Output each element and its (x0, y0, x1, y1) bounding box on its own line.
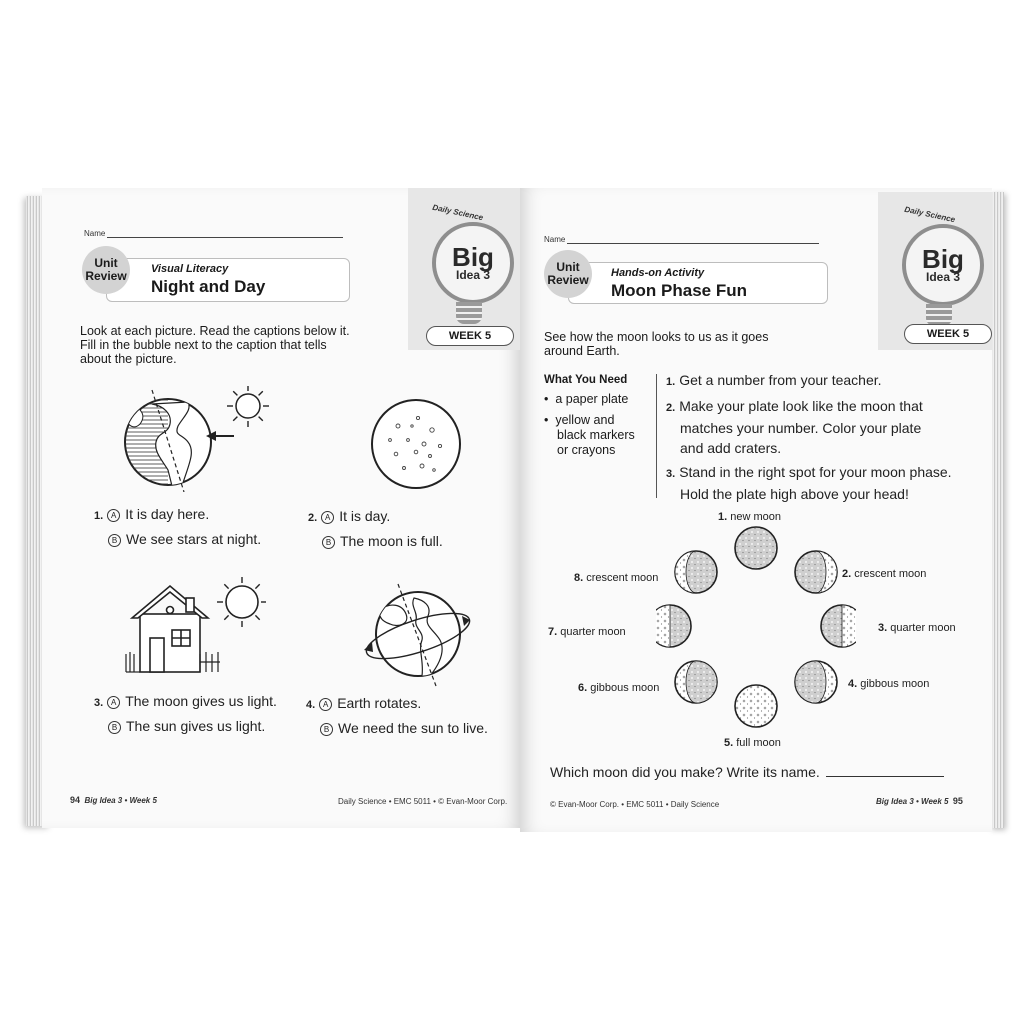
steps: 1. Get a number from your teacher. 2. Make your plate look like the moon that matches your number. Color your plate and add craters. 3. Stand in the right spot for your moon phase. Hold the plate high above your head! (666, 370, 986, 504)
name-line: Name (84, 228, 343, 238)
footer-section: Big Idea 3 • Week 5 (84, 796, 157, 805)
name-line: Name (544, 234, 819, 244)
question-2-option-a[interactable]: 2. A It is day. (308, 508, 391, 524)
page-title: Night and Day (151, 277, 266, 296)
answer-bubble[interactable]: B (320, 723, 333, 736)
phase-label-5: 5. full moon (724, 737, 781, 749)
name-write-line[interactable] (567, 234, 819, 244)
full-moon-illustration (368, 396, 464, 492)
step-2: 2. Make your plate look like the moon that (666, 398, 923, 414)
footer-credit: Daily Science • EMC 5011 • © Evan-Moor Corp. (338, 797, 508, 806)
house-sun-illustration (124, 568, 266, 678)
open-workbook (26, 188, 1004, 836)
question-3-option-b[interactable]: B The sun gives us light. (108, 718, 265, 734)
earth-sun-illustration (92, 386, 272, 492)
phase-label-7: 7. quarter moon (548, 626, 626, 638)
answer-write-line[interactable] (826, 776, 944, 777)
phase-label-3: 3. quarter moon (878, 622, 956, 634)
answer-bubble[interactable]: B (322, 536, 335, 549)
answer-bubble[interactable]: A (107, 696, 120, 709)
page-number: 94 (70, 795, 81, 805)
bulb-base-icon (926, 304, 952, 326)
answer-bubble[interactable]: B (108, 534, 121, 547)
lightbulb-icon: Big Idea 3 (432, 222, 514, 304)
big-idea-badge: Daily Science Big Idea 3 (896, 202, 988, 352)
question-1-option-a[interactable]: 1. A It is day here. (94, 506, 210, 522)
activity-type: Hands-on Activity (611, 267, 705, 279)
page-edges-right (990, 192, 1004, 828)
footer-credit: © Evan-Moor Corp. • EMC 5011 • Daily Science (550, 800, 720, 809)
answer-bubble[interactable]: B (108, 721, 121, 734)
step-1: 1. Get a number from your teacher. (666, 372, 882, 388)
moon-phase-diagram (656, 524, 856, 736)
question-1-option-b[interactable]: B We see stars at night. (108, 531, 261, 547)
name-write-line[interactable] (107, 228, 343, 238)
what-you-need: What You Need • a paper plate • yellow and black markers or crayons (544, 374, 656, 458)
step-3: 3. Stand in the right spot for your moon phase. (666, 464, 952, 480)
page-title: Moon Phase Fun (611, 281, 747, 300)
question-3-option-a[interactable]: 3. A The moon gives us light. (94, 693, 277, 709)
question-4-option-a[interactable]: 4. A Earth rotates. (306, 695, 422, 711)
moon-phase-2-icon (795, 551, 837, 593)
activity-type: Visual Literacy (151, 263, 229, 275)
question-4-option-b[interactable]: B We need the sun to live. (320, 720, 488, 736)
need-item-plate: • a paper plate (544, 392, 629, 406)
phase-label-1: 1. new moon (718, 511, 782, 523)
moon-phase-8-icon (675, 551, 717, 593)
week-label: WEEK 5 (904, 324, 992, 344)
moon-phase-4-icon (795, 661, 837, 703)
moon-phase-7-icon (656, 605, 691, 647)
answer-bubble[interactable]: A (319, 698, 332, 711)
lightbulb-icon: Big Idea 3 (902, 224, 984, 306)
moon-phase-1-icon (735, 527, 777, 569)
right-page (520, 188, 992, 832)
phase-label-2: 2. crescent moon (842, 568, 927, 580)
bulb-base-icon (456, 302, 482, 324)
title-box (106, 258, 350, 302)
title-box (568, 262, 828, 304)
answer-bubble[interactable]: A (107, 509, 120, 522)
phase-label-6: 6. gibbous moon (578, 682, 660, 694)
phase-label-8: 8. crescent moon (574, 572, 659, 584)
answer-bubble[interactable]: A (321, 511, 334, 524)
question-2-option-b[interactable]: B The moon is full. (322, 533, 443, 549)
sun-icon (227, 386, 269, 427)
week-label: WEEK 5 (426, 326, 514, 346)
need-item-markers: • yellow and (544, 413, 615, 427)
phase-label-4: 4. gibbous moon (848, 678, 930, 690)
footer-right (876, 796, 963, 806)
unit-review-badge: Unit Review (544, 250, 592, 298)
final-question: Which moon did you make? Write its name. (550, 764, 944, 780)
rotating-earth-illustration (358, 580, 476, 688)
sun-icon (217, 577, 266, 627)
intro-text: See how the moon looks to us as it goes around Earth. (544, 330, 769, 358)
page-number: 95 (952, 796, 963, 806)
big-idea-badge: Daily Science Big Idea 3 (426, 198, 518, 348)
footer-section: Big Idea 3 • Week 5 (876, 797, 949, 806)
left-page (42, 188, 520, 828)
moon-phase-3-icon (821, 605, 856, 647)
moon-phase-6-icon (675, 661, 717, 703)
divider (656, 374, 657, 498)
moon-phase-5-icon (735, 685, 777, 727)
instructions: Look at each picture. Read the captions below it. Fill in the bubble next to the caption that tells about the picture. (80, 324, 350, 366)
unit-review-badge: Unit Review (82, 246, 130, 294)
footer-left (70, 795, 157, 805)
